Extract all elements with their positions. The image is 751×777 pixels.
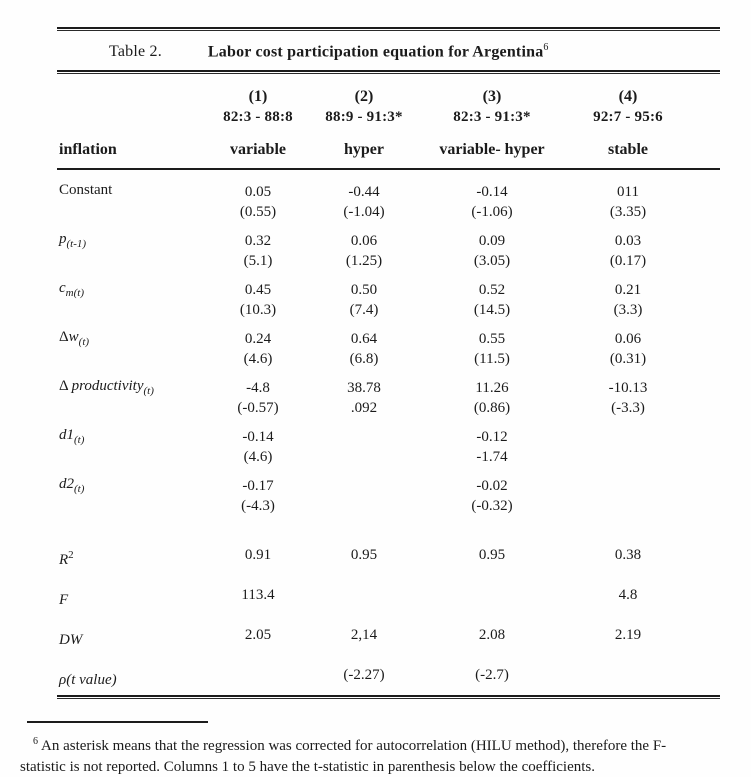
- table-number: Table 2.: [109, 43, 162, 61]
- footnote: [20, 732, 688, 777]
- delta-symbol: Δ: [59, 378, 72, 395]
- regression-table: [57, 0, 720, 699]
- coef-cell: [202, 280, 314, 320]
- coef-cell: [414, 280, 570, 320]
- column-period-row: [57, 107, 720, 128]
- stat-row-rho: [57, 665, 720, 690]
- coefficient: -0.17: [242, 478, 274, 495]
- coef-cell: [202, 476, 314, 516]
- table-row-delta-productivity: [57, 378, 720, 418]
- t-statistic: (0.31): [609, 351, 647, 368]
- header-top-rule: [57, 70, 720, 74]
- stat-value: 113.4: [241, 587, 275, 604]
- label-base: productivity: [71, 378, 144, 395]
- column-number: (4): [618, 88, 638, 106]
- label-subscript: (t): [78, 336, 90, 349]
- coefficient: 0.09: [478, 233, 506, 250]
- coef-cell: [202, 182, 314, 222]
- table-row-d1: [57, 427, 720, 467]
- coef-cell: [202, 329, 314, 369]
- coefficient: 0.21: [614, 282, 642, 299]
- t-statistic: (1.25): [345, 253, 383, 270]
- coef-cell: [414, 427, 570, 467]
- stat-value: 2.08: [478, 627, 506, 644]
- stat-value: [202, 665, 314, 690]
- t-statistic: (6.8): [349, 351, 379, 368]
- coefficient-rows: [57, 170, 720, 516]
- coefficient: -0.02: [476, 478, 508, 495]
- coefficient: 0.52: [478, 282, 506, 299]
- label-base: d2: [59, 476, 74, 493]
- coefficient: -0.44: [348, 184, 380, 201]
- column-period: 82:3 - 91:3*: [453, 109, 531, 126]
- stat-value: 0.95: [478, 547, 506, 564]
- coef-cell: [314, 329, 414, 369]
- row-label: [57, 476, 202, 516]
- coefficient: -0.12: [476, 429, 508, 446]
- table-title-text: Labor cost participation equation for Argentina: [207, 43, 544, 61]
- coef-cell: [202, 231, 314, 271]
- coef-cell: [570, 280, 686, 320]
- label-base: d1: [59, 427, 74, 444]
- column-number: (2): [354, 88, 374, 106]
- label-base: DW: [59, 632, 83, 649]
- label-subscript: (t): [74, 434, 85, 447]
- coef-cell: [570, 476, 686, 516]
- row-label: [57, 182, 202, 222]
- stat-label: [57, 545, 202, 570]
- t-statistic: (10.3): [239, 302, 277, 319]
- coef-cell: [570, 231, 686, 271]
- table-row-cm: [57, 280, 720, 320]
- t-statistic: (-0.32): [471, 498, 513, 515]
- coef-cell: [570, 427, 686, 467]
- coef-cell: [202, 378, 314, 418]
- row-label: [57, 329, 202, 369]
- column-period: 88:9 - 91:3*: [325, 109, 403, 126]
- t-statistic: .092: [350, 400, 378, 417]
- coefficient: 0.55: [478, 331, 506, 348]
- t-statistic: (-0.57): [237, 400, 279, 417]
- t-statistic: (-1.06): [471, 204, 513, 221]
- column-number: (1): [248, 88, 268, 106]
- footnote-text: An asterisk means that the regression was corrected for autocorrelation (HILU method), therefore the F-statistic is not reported. Columns 1 to 5 have the t-statistic in parenthesis below the coefficients.: [20, 738, 667, 775]
- column-regime: variable: [230, 141, 286, 159]
- stat-value: [414, 585, 570, 610]
- column-regime: hyper: [344, 141, 384, 159]
- coefficient: 0.50: [350, 282, 378, 299]
- t-statistic: (-4.3): [241, 498, 275, 515]
- column-number: (3): [482, 88, 502, 106]
- coef-cell: [314, 378, 414, 418]
- coefficient: 0.24: [244, 331, 272, 348]
- coef-cell: [414, 182, 570, 222]
- column-period: 82:3 - 88:8: [223, 109, 293, 126]
- coefficient: 0.06: [614, 331, 642, 348]
- coef-cell: [414, 329, 570, 369]
- stat-row-r-squared: [57, 545, 720, 570]
- footnote-marker: 6: [33, 736, 38, 748]
- spacer-cell: [57, 107, 202, 128]
- label-base: p: [59, 231, 67, 248]
- coefficient: 0.03: [614, 233, 642, 250]
- label-subscript: m(t): [65, 287, 84, 300]
- label-subscript: (t): [74, 483, 85, 496]
- coef-cell: [314, 182, 414, 222]
- label-base: w: [68, 329, 79, 346]
- coef-cell: [570, 329, 686, 369]
- table-row-p-lag: [57, 231, 720, 271]
- coef-cell: [314, 427, 414, 467]
- t-statistic: (4.6): [243, 351, 273, 368]
- row-label: [57, 427, 202, 467]
- table-row-constant: [57, 182, 720, 222]
- coefficient: 0.05: [244, 184, 272, 201]
- label-base: ρ(t value): [59, 672, 117, 689]
- coef-cell: [414, 378, 570, 418]
- bottom-rule: [57, 695, 720, 699]
- t-statistic: (5.1): [243, 253, 273, 270]
- stat-value: [570, 665, 686, 690]
- stat-row-dw: [57, 625, 720, 650]
- label-base: R: [59, 552, 69, 569]
- t-statistic: -1.74: [476, 449, 508, 466]
- t-statistic: (-3.3): [611, 400, 645, 417]
- stat-label: [57, 585, 202, 610]
- column-period: 92:7 - 95:6: [593, 109, 663, 126]
- table-caption: [57, 31, 720, 70]
- t-statistic: (0.55): [239, 204, 277, 221]
- t-statistic: (0.86): [473, 400, 511, 417]
- t-statistic: (4.6): [243, 449, 273, 466]
- stat-label: [57, 665, 202, 690]
- table-row-delta-w: [57, 329, 720, 369]
- t-statistic: (3.05): [473, 253, 511, 270]
- label-base: c: [59, 280, 66, 297]
- coef-cell: [570, 182, 686, 222]
- stat-value: (-2.7): [475, 667, 509, 684]
- column-regime: stable: [608, 141, 648, 159]
- coefficient: 11.26: [475, 380, 509, 397]
- row-label: [57, 378, 202, 418]
- t-statistic: (14.5): [473, 302, 511, 319]
- coef-cell: [414, 231, 570, 271]
- coefficient: 0.32: [244, 233, 272, 250]
- stat-value: 4.8: [618, 587, 638, 604]
- label-subscript: (t): [143, 385, 154, 398]
- column-number-row: [57, 87, 720, 107]
- coefficient: -10.13: [608, 380, 648, 397]
- stat-value: [314, 585, 414, 610]
- coef-cell: [314, 476, 414, 516]
- stat-value: 2.05: [244, 627, 272, 644]
- stat-value: 0.91: [244, 547, 272, 564]
- column-regime-row: [57, 139, 720, 161]
- t-statistic: (-1.04): [343, 204, 385, 221]
- coef-cell: [202, 427, 314, 467]
- label-base: Constant: [59, 182, 113, 199]
- t-statistic: (3.35): [609, 204, 647, 221]
- coef-cell: [314, 280, 414, 320]
- stat-value: 0.95: [350, 547, 378, 564]
- spacer-cell: [57, 87, 202, 107]
- footnote-separator: [27, 721, 208, 723]
- column-regime: variable- hyper: [439, 141, 545, 159]
- coef-cell: [570, 378, 686, 418]
- label-base: F: [59, 592, 69, 609]
- table-title: [208, 42, 549, 61]
- t-statistic: (3.3): [613, 302, 643, 319]
- coefficient: 0.64: [350, 331, 378, 348]
- row-header-label: inflation: [59, 141, 117, 159]
- label-superscript: 2: [68, 549, 74, 562]
- coefficient: -0.14: [476, 184, 508, 201]
- stat-value: (-2.27): [343, 667, 385, 684]
- t-statistic: (7.4): [349, 302, 379, 319]
- coefficient: 011: [617, 184, 639, 201]
- row-label: [57, 231, 202, 271]
- summary-statistics: [57, 525, 720, 690]
- delta-symbol: Δ: [59, 329, 69, 346]
- stat-value: 0.38: [614, 547, 642, 564]
- title-footnote-marker: 6: [543, 42, 549, 53]
- stat-label: [57, 625, 202, 650]
- coefficient: -0.14: [242, 429, 274, 446]
- t-statistic: (11.5): [474, 351, 510, 368]
- stat-row-f: [57, 585, 720, 610]
- row-label: [57, 280, 202, 320]
- coefficient: 0.06: [350, 233, 378, 250]
- label-subscript: (t-1): [66, 238, 87, 251]
- stat-value: 2.19: [614, 627, 642, 644]
- table-row-d2: [57, 476, 720, 516]
- coefficient: 38.78: [347, 380, 381, 397]
- coef-cell: [314, 231, 414, 271]
- t-statistic: (0.17): [609, 253, 647, 270]
- coefficient: -4.8: [246, 380, 270, 397]
- coef-cell: [414, 476, 570, 516]
- coefficient: 0.45: [244, 282, 272, 299]
- stat-value: 2,14: [350, 627, 378, 644]
